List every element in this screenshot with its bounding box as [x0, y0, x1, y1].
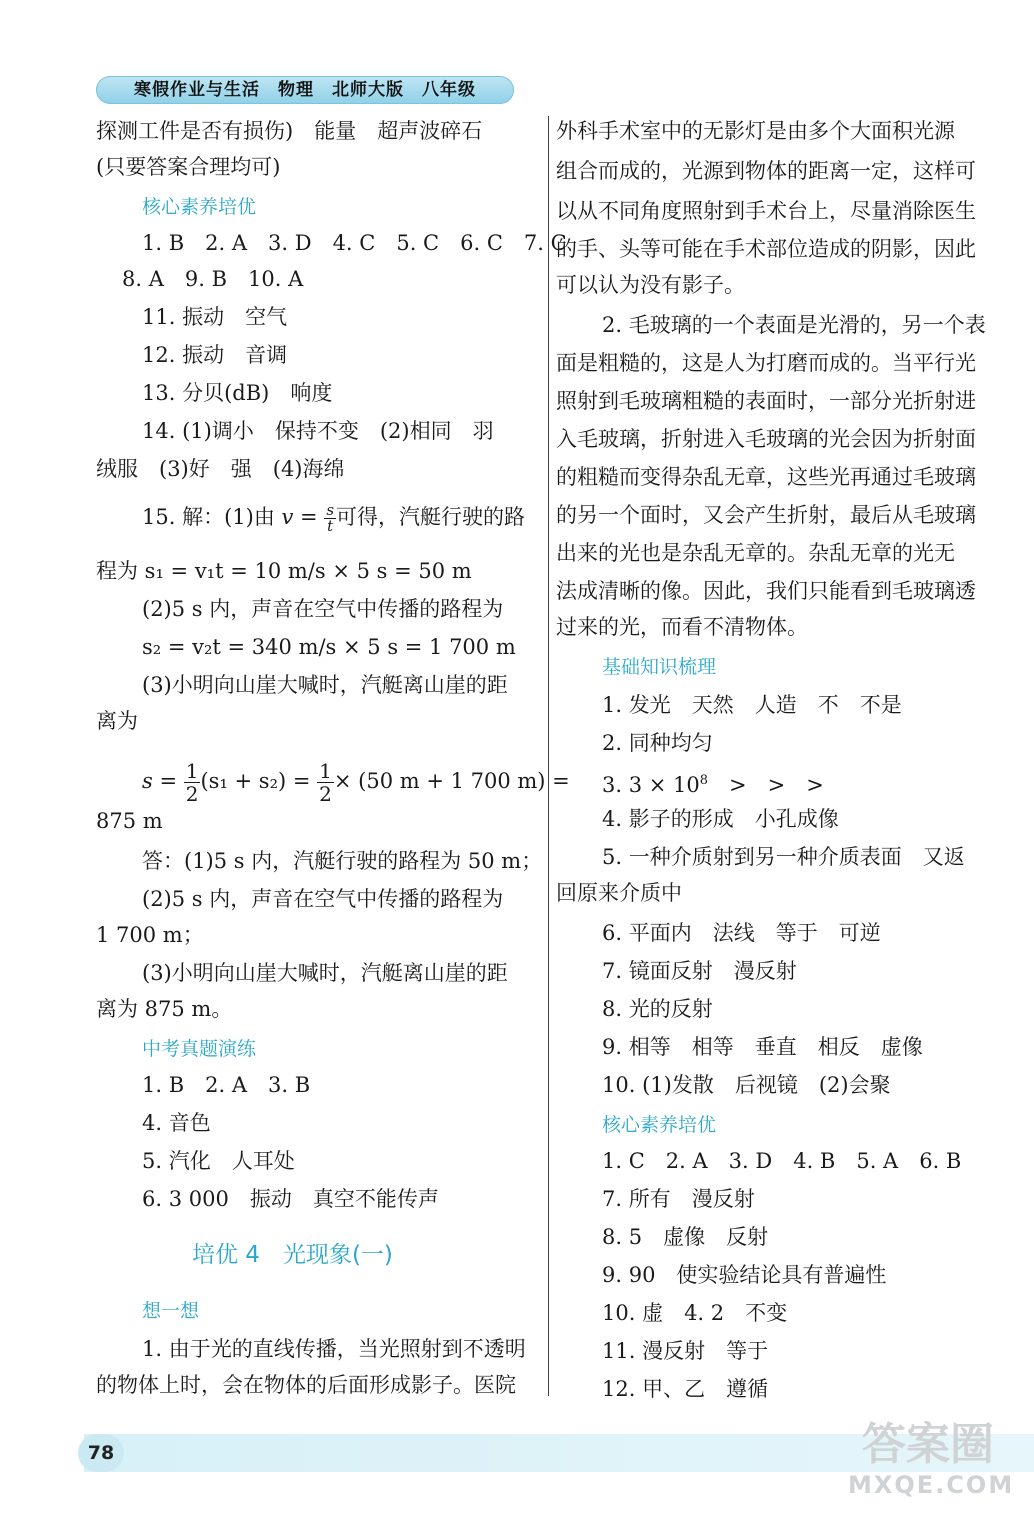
text-line: (只要答案合理均可) — [96, 155, 281, 179]
answer-line: 8. 光的反射 — [602, 997, 713, 1021]
text-line: 离为 875 m。 — [96, 997, 233, 1021]
text-line: (2)5 s 内，声音在空气中传播的路程为 — [142, 597, 504, 621]
answer-line: 10. (1)发散 后视镜 (2)会聚 — [602, 1073, 891, 1097]
text-line: 面是粗糙的，这是人为打磨而成的。当平行光 — [556, 351, 976, 375]
fraction-numerator: 1 — [185, 759, 199, 783]
formula-line — [142, 756, 570, 806]
answer-line: 7. 镜面反射 漫反射 — [602, 959, 797, 983]
answer-line: 8. 5 虚像 反射 — [602, 1225, 769, 1249]
text-span: 15. 解：(1)由 — [142, 505, 282, 529]
exponent: 8 — [699, 773, 709, 788]
watermark-logo-text: 答案圈 — [862, 1419, 994, 1470]
header-banner — [96, 76, 514, 104]
fraction-denominator: t — [327, 517, 334, 535]
text-span: × (50 m + 1 700 m) = — [333, 769, 570, 793]
fraction-numerator: 1 — [319, 759, 332, 783]
text-span: > > > — [708, 773, 824, 797]
answer-line: 4. 影子的形成 小孔成像 — [602, 807, 839, 831]
fraction-one-half — [317, 760, 334, 805]
answer-line: 12. 甲、乙 遵循 — [602, 1377, 769, 1401]
text-line: 法成清晰的像。因此，我们只能看到毛玻璃透 — [556, 579, 976, 603]
fraction-numerator: s — [326, 501, 335, 519]
text-line: 的手、头等可能在手术部位造成的阴影，因此 — [556, 237, 976, 261]
fraction-s-over-t — [324, 503, 336, 534]
answer-line: 13. 分贝(dB) 响度 — [142, 381, 333, 405]
text-line: 照射到毛玻璃粗糙的表面时，一部分光折射进 — [556, 389, 976, 413]
answer-line: 绒服 (3)好 强 (4)海绵 — [96, 457, 345, 481]
answer-line: 8. A 9. B 10. A — [122, 267, 304, 291]
page-number: 78 — [78, 1434, 124, 1472]
text-line: 1. 由于光的直线传播，当光照射到不透明 — [142, 1337, 526, 1361]
answer-line: 回原来介质中 — [556, 881, 682, 905]
answer-line: 1. B 2. A 3. D 4. C 5. C 6. C 7. C — [142, 231, 567, 255]
answer-line: 12. 振动 音调 — [142, 343, 288, 367]
site-watermark — [848, 1419, 1015, 1516]
answer-line: 14. (1)调小 保持不变 (2)相同 羽 — [142, 419, 494, 443]
text-span: 可得，汽艇行驶的路 — [336, 505, 526, 529]
text-line: 出来的光也是杂乱无章的。杂乱无章的光无 — [556, 541, 955, 565]
section-heading: 核心素养培优 — [602, 1114, 717, 1136]
answer-line: 9. 相等 相等 垂直 相反 虚像 — [602, 1035, 923, 1059]
answer-line: 11. 振动 空气 — [142, 305, 288, 329]
answer-line: 1. B 2. A 3. B — [142, 1073, 311, 1097]
answer-line — [602, 766, 824, 796]
header-title: 寒假作业与生活 物理 北师大版 八年级 — [134, 80, 476, 100]
text-line: (3)小明向山崖大喊时，汽艇离山崖的距 — [142, 961, 508, 985]
text-line: 答：(1)5 s 内，汽艇行驶的路程为 50 m； — [142, 849, 543, 873]
answer-line: 2. 同种均匀 — [602, 731, 713, 755]
text-line: 1 700 m； — [96, 923, 204, 947]
answer-line: 4. 音色 — [142, 1111, 211, 1135]
section-heading: 核心素养培优 — [142, 196, 257, 218]
chapter-title: 培优 4 光现象(一) — [192, 1242, 393, 1268]
section-heading: 想一想 — [142, 1300, 200, 1322]
answer-line: 6. 3 000 振动 真空不能传声 — [142, 1187, 439, 1211]
formula-line: 程为 s₁ = v₁t = 10 m/s × 5 s = 50 m — [96, 559, 472, 583]
text-line: 的粗糙而变得杂乱无章，这些光再通过毛玻璃 — [556, 465, 976, 489]
answer-line — [142, 501, 526, 535]
section-heading: 基础知识梳理 — [602, 656, 717, 678]
watermark-url: MXQE.COM — [848, 1471, 1015, 1499]
text-span: = — [293, 505, 325, 529]
fraction-one-half — [184, 760, 201, 805]
answer-line: 7. 所有 漫反射 — [602, 1187, 755, 1211]
fraction-denominator: 2 — [319, 782, 332, 806]
text-line: 875 m — [96, 809, 163, 833]
text-line: (3)小明向山崖大喊时，汽艇离山崖的距 — [142, 673, 508, 697]
answer-line: 11. 漫反射 等于 — [602, 1339, 769, 1363]
text-line: 外科手术室中的无影灯是由多个大面积光源 — [556, 119, 955, 143]
text-line: 入毛玻璃，折射进入毛玻璃的光会因为折射面 — [556, 427, 976, 451]
text-line: 可以认为没有影子。 — [556, 273, 745, 297]
text-line: 探测工件是否有损伤) 能量 超声波碎石 — [96, 119, 483, 143]
text-line: 组合而成的，光源到物体的距离一定，这样可 — [556, 159, 976, 183]
fraction-denominator: 2 — [185, 782, 199, 806]
text-span: (s₁ + s₂) = — [200, 769, 318, 793]
velocity-symbol: v — [281, 505, 294, 529]
answer-line: 6. 平面内 法线 等于 可逆 — [602, 921, 881, 945]
text-line: 离为 — [96, 709, 138, 733]
text-span: s = — [142, 769, 184, 793]
answer-line: 1. C 2. A 3. D 4. B 5. A 6. B — [602, 1149, 962, 1173]
text-line: 的另一个面时，又会产生折射，最后从毛玻璃 — [556, 503, 976, 527]
answer-line: 1. 发光 天然 人造 不 不是 — [602, 693, 902, 717]
text-line: 以从不同角度照射到手术台上，尽量消除医生 — [556, 199, 976, 223]
text-line: 过来的光，而看不清物体。 — [556, 615, 808, 639]
text-line: (2)5 s 内，声音在空气中传播的路程为 — [142, 887, 504, 911]
section-heading: 中考真题演练 — [142, 1038, 257, 1060]
answer-line: 5. 一种介质射到另一种介质表面 又返 — [602, 845, 965, 869]
answer-line: 5. 汽化 人耳处 — [142, 1149, 295, 1173]
formula-line: s₂ = v₂t = 340 m/s × 5 s = 1 700 m — [142, 635, 516, 659]
text-span: 3. 3 × 10 — [602, 773, 700, 797]
answer-line: 10. 虚 4. 2 不变 — [602, 1301, 788, 1325]
answer-line: 9. 90 使实验结论具有普遍性 — [602, 1263, 887, 1287]
text-line: 的物体上时，会在物体的后面形成影子。医院 — [96, 1373, 516, 1397]
text-line: 2. 毛玻璃的一个表面是光滑的，另一个表 — [602, 313, 986, 337]
